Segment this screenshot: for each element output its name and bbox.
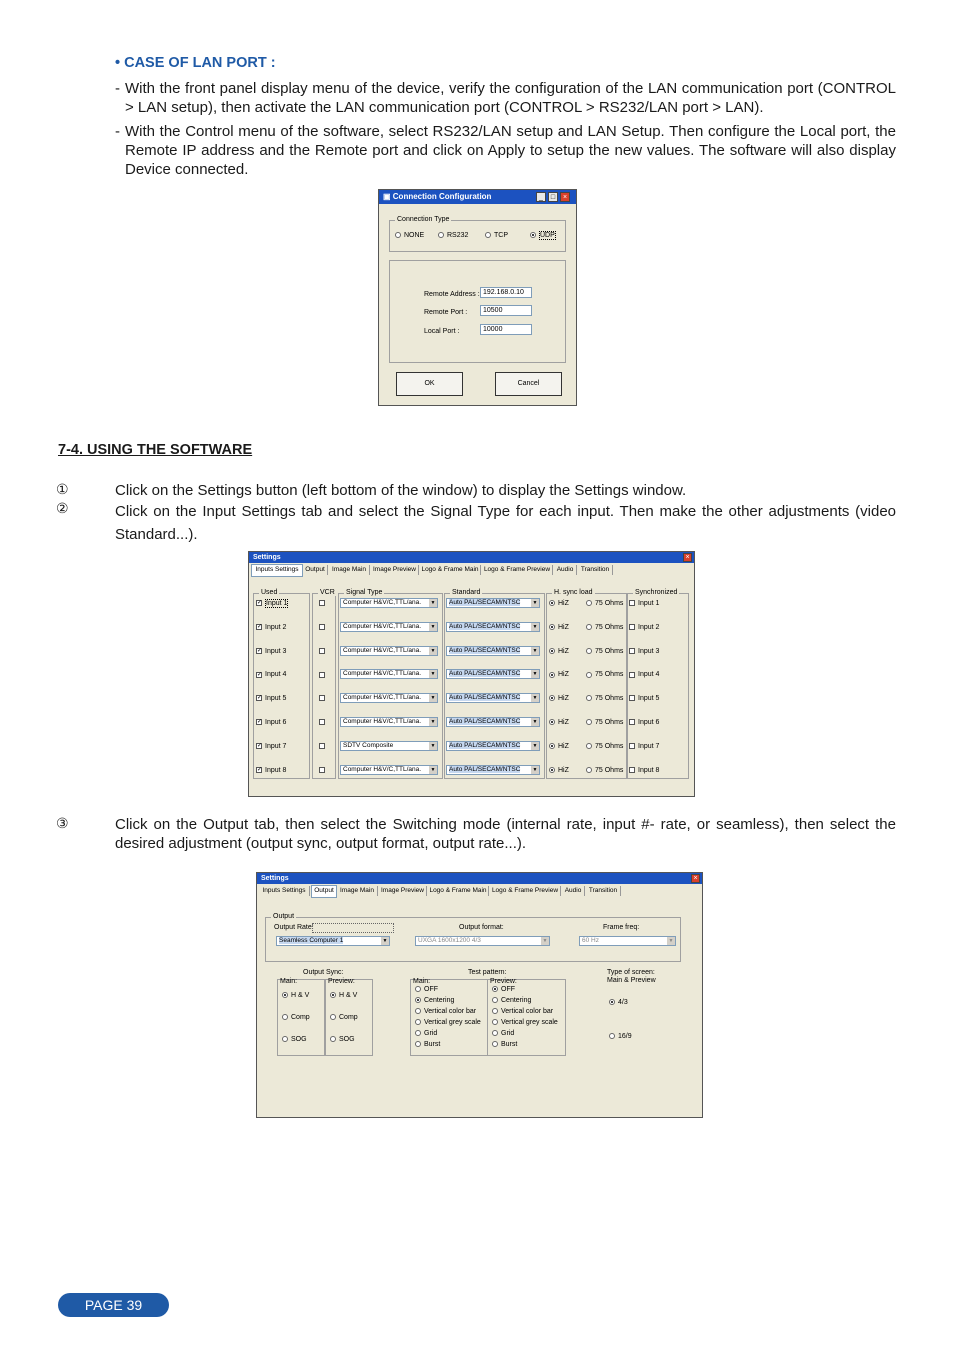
inputs-tab-6[interactable]: Audio — [554, 565, 577, 575]
step-1-number: ① — [56, 481, 69, 497]
vcr-checkbox-2[interactable] — [319, 624, 328, 631]
chevron-down-icon: ▼ — [532, 766, 538, 773]
connection-config-window — [378, 189, 577, 406]
conn-title: Connection Configuration — [392, 192, 492, 201]
standard-select-7[interactable]: Auto PAL/SECAM/NTSC ▼ — [446, 741, 540, 751]
output-tab-3[interactable]: Image Preview — [379, 886, 427, 896]
frame-freq-label: Frame freq: — [603, 924, 640, 931]
remote-port-input[interactable]: 10500 — [480, 305, 532, 316]
maximize-icon[interactable]: □ — [548, 192, 558, 202]
synchronized-checkbox-5[interactable]: Input 5 — [629, 695, 659, 702]
step-3-number: ③ — [56, 815, 69, 831]
close-icon[interactable]: × — [683, 553, 692, 562]
hiz-radio-7[interactable]: HiZ — [549, 743, 569, 750]
vcr-checkbox-3[interactable] — [319, 648, 328, 655]
used-checkbox-2[interactable]: ✓ Input 2 — [257, 623, 287, 631]
used-group: Used — [253, 593, 310, 779]
output-settings-window — [256, 872, 703, 1118]
ohms-radio-1[interactable]: 75 Ohms — [586, 600, 623, 607]
remote-address-input[interactable]: 192.168.0.10 — [480, 287, 532, 298]
signal-type-select-5[interactable]: Computer H&V/C,TTL/ana. ▼ — [340, 693, 438, 703]
screen-type-label: Type of screen: — [607, 969, 655, 976]
signal-type-select-2[interactable]: Computer H&V/C,TTL/ana. ▼ — [340, 622, 438, 632]
output-tab-0[interactable]: Inputs Settings — [259, 886, 310, 896]
remote-port-label: Remote Port : — [424, 309, 468, 316]
synchronized-checkbox-2[interactable]: Input 2 — [629, 624, 659, 631]
inputs-titlebar: Settings — [249, 552, 694, 563]
vcr-checkbox-6[interactable] — [319, 719, 328, 726]
vcr-checkbox-5[interactable] — [319, 695, 328, 702]
close-icon[interactable]: × — [691, 874, 700, 883]
tp-main-radio-4[interactable]: Grid — [415, 1030, 437, 1037]
section-heading: 7-4. USING THE SOFTWARE — [58, 442, 253, 458]
tp-main-group: Main: OFF Centering Vertical color bar Vertical grey scale Grid Burst — [410, 979, 488, 1056]
standard-select-4[interactable]: Auto PAL/SECAM/NTSC ▼ — [446, 669, 540, 679]
screen-43[interactable]: 4/3 — [609, 999, 628, 1006]
test-pattern-label: Test pattern: — [468, 969, 507, 976]
used-checkbox-1[interactable]: ✓ Input 1 — [257, 600, 288, 607]
page-number-badge: PAGE 39 — [58, 1293, 169, 1317]
output-titlebar: Settings — [257, 873, 702, 884]
output-tab-7[interactable]: Transition — [586, 886, 621, 896]
local-port-label: Local Port : — [424, 328, 460, 335]
step-3-text: Click on the Output tab, then select the Switching mode (internal rate, input #- rate, or seamless), then select the desired adjustment (output sync, output format, output rate...). — [115, 816, 896, 852]
inputs-tab-4[interactable]: Logo & Frame Main — [420, 565, 481, 575]
output-tabbar — [259, 885, 700, 896]
signal-type-select-8[interactable]: Computer H&V/C,TTL/ana. ▼ — [340, 765, 438, 775]
signal-type-select-3[interactable]: Computer H&V/C,TTL/ana. ▼ — [340, 646, 438, 656]
used-checkbox-4[interactable]: ✓ Input 4 — [257, 671, 287, 679]
output-tab-5[interactable]: Logo & Frame Preview — [490, 886, 561, 896]
synchronized-checkbox-1[interactable]: Input 1 — [629, 600, 659, 607]
vcr-checkbox-7[interactable] — [319, 743, 328, 750]
lan-item-1: - With the front panel display menu of the device, verify the configuration of the LAN communication port (CONTROL > LAN setup), then activate the LAN communication port (CONTROL > RS232/LAN port > LAN). — [115, 80, 896, 116]
chevron-down-icon: ▼ — [532, 600, 538, 606]
synchronized-group: Synchronized — [627, 593, 689, 779]
radio-udp[interactable]: UDP — [530, 232, 556, 239]
output-tab-6[interactable]: Audio — [562, 886, 585, 896]
chevron-down-icon: ▼ — [542, 938, 548, 944]
sync-main-sog[interactable]: SOG — [282, 1036, 307, 1043]
hiz-radio-6[interactable]: HiZ — [549, 719, 569, 726]
chevron-down-icon: ▼ — [430, 742, 436, 749]
hiz-radio-3[interactable]: HiZ — [549, 648, 569, 655]
used-checkbox-3[interactable]: ✓ Input 3 — [257, 647, 287, 655]
synchronized-checkbox-7[interactable]: Input 7 — [629, 743, 659, 750]
output-sync-label: Output Sync: — [303, 969, 344, 976]
inputs-tab-7[interactable]: Transition — [578, 565, 613, 575]
chevron-down-icon: ▼ — [430, 719, 436, 725]
vcr-checkbox-8[interactable] — [319, 767, 328, 774]
chevron-down-icon: ▼ — [430, 647, 436, 654]
tp-preview-radio-1[interactable]: Centering — [492, 997, 531, 1004]
standard-select-3[interactable]: Auto PAL/SECAM/NTSC ▼ — [446, 646, 540, 656]
tp-main-radio-2[interactable]: Vertical color bar — [415, 1008, 476, 1015]
tp-preview-radio-0[interactable]: OFF — [492, 986, 515, 993]
hiz-radio-4[interactable]: HiZ — [549, 671, 569, 678]
hsync-load-group: H. sync load — [546, 593, 627, 779]
hiz-radio-5[interactable]: HiZ — [549, 695, 569, 702]
radio-rs232[interactable]: RS232 — [438, 232, 468, 239]
tp-preview-radio-2[interactable]: Vertical color bar — [492, 1008, 553, 1015]
used-checkbox-7[interactable]: ✓ Input 7 — [257, 742, 287, 750]
sync-main-group: Main: H & V Comp SOG — [277, 979, 325, 1056]
cancel-button[interactable]: Cancel — [495, 372, 562, 396]
tp-preview-group: Preview: OFF Centering Vertical color bar Vertical grey scale Grid Burst — [487, 979, 566, 1056]
ok-button[interactable]: OK — [396, 372, 463, 396]
standard-select-6[interactable]: Auto PAL/SECAM/NTSC ▼ — [446, 717, 540, 727]
inputs-settings-window — [248, 551, 695, 797]
output-tab-1[interactable]: Output — [311, 885, 337, 898]
frame-freq-select[interactable]: 60 Hz ▼ — [579, 936, 676, 946]
chevron-down-icon: ▼ — [430, 600, 436, 606]
inputs-tab-2[interactable]: Image Main — [329, 565, 370, 575]
tp-main-radio-3[interactable]: Vertical grey scale — [415, 1019, 481, 1026]
hiz-radio-1[interactable]: HiZ — [549, 600, 569, 607]
chevron-down-icon: ▼ — [430, 623, 436, 630]
sync-main-comp[interactable]: Comp — [282, 1014, 310, 1021]
connection-type-group: Connection Type NONE RS232 TCP UDP — [389, 220, 566, 252]
ohms-radio-4[interactable]: 75 Ohms — [586, 671, 623, 678]
inputs-tabbar — [251, 564, 692, 575]
output-rate-select[interactable]: Seamless Computer 1 ▼ — [276, 936, 390, 946]
sync-main-hv[interactable]: H & V — [282, 992, 309, 999]
standard-select-2[interactable]: Auto PAL/SECAM/NTSC ▼ — [446, 622, 540, 632]
output-format-label: Output format: — [459, 924, 504, 931]
tp-main-radio-0[interactable]: OFF — [415, 986, 438, 993]
chevron-down-icon: ▼ — [668, 938, 674, 944]
standard-select-8[interactable]: Auto PAL/SECAM/NTSC ▼ — [446, 765, 540, 775]
hiz-radio-2[interactable]: HiZ — [549, 624, 569, 631]
signal-type-select-6[interactable]: Computer H&V/C,TTL/ana. ▼ — [340, 717, 438, 727]
lan-port-heading: • CASE OF LAN PORT : — [115, 55, 276, 71]
used-checkbox-5[interactable]: ✓ Input 5 — [257, 695, 287, 703]
lan-item-2: - With the Control menu of the software, select RS232/LAN setup and LAN Setup. Then configure the Local port, the Remote IP address and the Remote port and click on Apply to setup the new values. The software will also display Device connected. — [115, 123, 896, 178]
radio-none[interactable]: NONE — [395, 232, 424, 239]
minimize-icon[interactable]: _ — [536, 192, 546, 202]
conn-titlebar — [379, 190, 576, 204]
ohms-radio-6[interactable]: 75 Ohms — [586, 719, 623, 726]
used-checkbox-6[interactable]: ✓ Input 6 — [257, 719, 287, 726]
ohms-radio-7[interactable]: 75 Ohms — [586, 743, 623, 750]
ohms-radio-5[interactable]: 75 Ohms — [586, 695, 623, 702]
sync-preview-comp[interactable]: Comp — [330, 1014, 358, 1021]
inputs-tab-5[interactable]: Logo & Frame Preview — [482, 565, 553, 575]
synchronized-checkbox-4[interactable]: Input 4 — [629, 671, 659, 678]
window-icon: ▣ — [383, 192, 393, 201]
standard-select-1[interactable]: Auto PAL/SECAM/NTSC ▼ — [446, 598, 540, 608]
chevron-down-icon: ▼ — [430, 766, 436, 773]
chevron-down-icon: ▼ — [430, 671, 436, 678]
step-2-number: ② — [56, 500, 69, 516]
chevron-down-icon: ▼ — [430, 695, 436, 702]
vcr-group: VCR — [312, 593, 336, 779]
sync-preview-hv[interactable]: H & V — [330, 992, 357, 999]
vcr-checkbox-1[interactable] — [319, 600, 328, 607]
signal-type-select-1[interactable]: Computer H&V/C,TTL/ana. ▼ — [340, 598, 438, 608]
tp-main-radio-5[interactable]: Burst — [415, 1041, 440, 1048]
sync-preview-sog[interactable]: SOG — [330, 1036, 355, 1043]
vcr-checkbox-4[interactable] — [319, 671, 328, 678]
chevron-down-icon: ▼ — [532, 623, 538, 630]
tp-main-radio-1[interactable]: Centering — [415, 997, 454, 1004]
ohms-radio-3[interactable]: 75 Ohms — [586, 648, 623, 655]
chevron-down-icon: ▼ — [532, 647, 538, 654]
output-rate-label: Output Rate: — [274, 924, 314, 931]
local-port-input[interactable]: 10000 — [480, 324, 532, 335]
chevron-down-icon: ▼ — [532, 719, 538, 725]
inputs-tab-0[interactable]: Inputs Settings — [251, 564, 303, 577]
signal-type-select-4[interactable]: Computer H&V/C,TTL/ana. ▼ — [340, 669, 438, 679]
synchronized-checkbox-3[interactable]: Input 3 — [629, 648, 659, 655]
radio-tcp[interactable]: TCP — [485, 232, 508, 239]
tp-preview-radio-4[interactable]: Grid — [492, 1030, 514, 1037]
used-checkbox-8[interactable]: ✓ Input 8 — [257, 766, 287, 774]
sync-preview-group: Preview: H & V Comp SOG — [325, 979, 373, 1056]
output-tab-4[interactable]: Logo & Frame Main — [428, 886, 489, 896]
inputs-tab-1[interactable]: Output — [303, 565, 328, 575]
ohms-radio-2[interactable]: 75 Ohms — [586, 624, 623, 631]
output-rate-frame — [312, 923, 394, 933]
standard-select-5[interactable]: Auto PAL/SECAM/NTSC ▼ — [446, 693, 540, 703]
screen-type-sublabel: Main & Preview — [607, 977, 656, 984]
output-group: Output Output Rate: Seamless Computer 1 ▼ Output format: UXGA 1600x1200 4/3 ▼ Frame freq: 60 Hz ▼ — [265, 917, 681, 962]
chevron-down-icon: ▼ — [382, 938, 388, 944]
chevron-down-icon: ▼ — [532, 742, 538, 749]
standard-group: Standard — [444, 593, 545, 779]
step-1-text: Click on the Settings button (left bottom of the window) to display the Settings window. — [115, 482, 687, 499]
remote-address-label: Remote Address : — [424, 291, 480, 298]
inputs-tab-3[interactable]: Image Preview — [371, 565, 419, 575]
chevron-down-icon: ▼ — [532, 695, 538, 702]
signal-type-select-7[interactable]: SDTV Composite ▼ — [340, 741, 438, 751]
step-2-text: Click on the Input Settings tab and select the Signal Type for each input. Then make the other adjustments (video Standard...). — [115, 503, 896, 543]
screen-169[interactable]: 16/9 — [609, 1033, 632, 1040]
udp-settings-group — [389, 260, 566, 363]
close-icon[interactable]: × — [560, 192, 570, 202]
tp-preview-radio-3[interactable]: Vertical grey scale — [492, 1019, 558, 1026]
chevron-down-icon: ▼ — [532, 671, 538, 678]
ohms-radio-8[interactable]: 75 Ohms — [586, 767, 623, 774]
signal-type-group: Signal Type — [338, 593, 443, 779]
output-format-select[interactable]: UXGA 1600x1200 4/3 ▼ — [415, 936, 550, 946]
tp-preview-radio-5[interactable]: Burst — [492, 1041, 517, 1048]
output-tab-2[interactable]: Image Main — [337, 886, 378, 896]
hiz-radio-8[interactable]: HiZ — [549, 767, 569, 774]
synchronized-checkbox-6[interactable]: Input 6 — [629, 719, 659, 726]
synchronized-checkbox-8[interactable]: Input 8 — [629, 767, 659, 774]
